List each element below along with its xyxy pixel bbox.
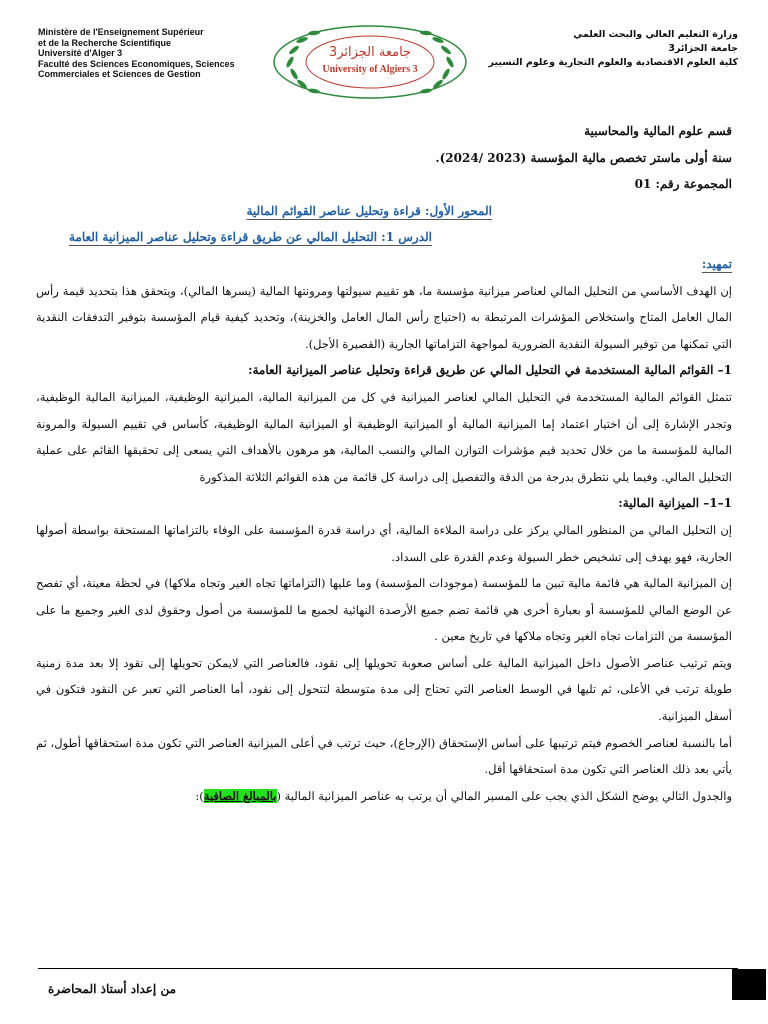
axis-title: المحور الأول: قراءة وتحليل عناصر القوائم المالية [246, 203, 492, 218]
ministry-ar: وزارة التعليم العالي والبحث العلمي [573, 29, 738, 40]
footer-author: من إعداد أستاذ المحاضرة [48, 982, 177, 996]
intro-paragraph: إن الهدف الأساسي من التحليل المالي لعناصر ميزانية مؤسسة ما، هو تقييم سيولتها ومرونتها المالية (يسرها المالي)، ويتحقق هذا بتحديد قيمة رأس المال العامل المتاح واستخلاص المؤشرات المرتبطة به (احتياج رأس المال العامل والخزينة)، وتحديد كيفية قيام المؤسسة بتوفير التدفقات النقدية التي تمكنها من توفير السيولة النقدية الضرورية لمواجهة التزاماتها الجارية (القصيرة الأجل). [36, 283, 732, 351]
department-line: قسم علوم المالية والمحاسبية [584, 124, 732, 138]
table-intro-line [36, 783, 732, 810]
paragraph-4: أما بالنسبة لعناصر الخصوم فيتم ترتيبها على أساس الإستحقاق (الإرجاع)، حيث ترتب في أعلى الميزانية العناصر التي تكون مدة استحقاقها أطول، ثم يأتي بعد ذلك العناصر التي تكون مدة استحقاقها أقل. [36, 735, 732, 777]
section-1-1-title: 1–1– الميزانية المالية: [618, 496, 732, 511]
page-number: 1 [760, 978, 767, 992]
intro-label: تمهيد: [701, 256, 732, 271]
faculty-fr-line-1: Faculté des Sciences Economiques, Sciences [38, 58, 235, 69]
header-right-arabic [478, 28, 738, 70]
paragraph-2: إن الميزانية المالية هي قائمة مالية تبين ما للمؤسسة (موجودات المؤسسة) وما عليها (التزاماتها تجاه الغير وتجاه ملاكها) في لحظة معينة، أي تفصح عن الوضع المالي للمؤسسة أو بعبارة أخرى هي قائمة تضم جميع الأرصدة النهائية لجميع ما للمؤسسة من أصول وحقوق لدى الغير وجميع ما على المؤسسة من التزامات تجاه الغير وتجاه ملاكها في تاريخ معين . [36, 576, 732, 644]
university-logo [270, 22, 470, 102]
highlighted-term: بالمبالغ الصافية [203, 788, 277, 803]
header-left-french [38, 27, 278, 80]
intro-label-row [36, 251, 732, 278]
axis-title-row [36, 198, 732, 225]
table-intro-text: والجدول التالي يوضح الشكل الذي يجب على المسير المالي أن يرتب به عناصر الميزانية المالية ( [276, 788, 732, 803]
logo-arabic-text: جامعة الجزائر3 [328, 45, 412, 60]
university-fr: Université d'Alger 3 [38, 48, 123, 58]
group-line [36, 171, 732, 198]
logo-english-text: University of Algiers 3 [322, 64, 418, 75]
footer-divider [38, 968, 738, 969]
university-ar: جامعة الجزائر3 [668, 43, 738, 54]
ministry-fr-line-1: Ministère de l'Enseignement Supérieur [38, 27, 204, 37]
section-1-paragraph: تتمثل القوائم المالية المستخدمة في التحليل المالي لعناصر الميزانية في كل من الميزانية المالية، الميزانية الوظيفية، الميزانية المالية الوظيفية، وتجدر الإشارة إلى أن اختيار اعتماد إما الميزانية المالية أو الميزانية الوظيفية أو الميزانية المالية الوظيفية، كأساس في تقييم السيولة والمرونة المالية للمؤسسة ما من خلال تحديد قيم مؤشرات التوازن المالي والنسب المالية، هو مرهون بالأهداف التي يسعى إلى تحقيقها القائم على عملية التحليل المالي. وفيما يلي نتطرق بدرجة من الدقة والتفصيل إلى دراسة كل قائمة من هذه القوائم الثلاثة المذكورة [36, 389, 732, 484]
section-1-title: 1– القوائم المالية المستخدمة في التحليل المالي عن طريق قراءة وتحليل عناصر الميزانية العامة: [248, 363, 732, 378]
faculty-fr-line-2: Commerciales et Sciences de Gestion [38, 69, 201, 79]
group-label: المجموعة رقم: [655, 177, 732, 192]
faculty-ar: كلية العلوم الاقتصادية والعلوم التجارية وعلوم التسيير [488, 57, 738, 68]
lesson-title: الدرس 1: التحليل المالي عن طريق قراءة وتحليل عناصر الميزانية العامة [68, 230, 432, 245]
document-body [36, 118, 732, 809]
table-intro-end: ): [195, 788, 204, 803]
lesson-title-row [36, 224, 732, 251]
year-line: سنة أولى ماستر تخصص مالية المؤسسة (2023 /2024). [435, 150, 732, 165]
paragraph-3: ويتم ترتيب عناصر الأصول داخل الميزانية المالية على أساس صعوبة تحويلها إلى نقود، فالعناصر التي لايمكن تحويلها إلى نقود إلا بعد مدة زمنية طويلة ترتب في الأعلى، ثم تليها في الوسط العناصر التي تحتاج إلى مدة متوسطة لتتحول إلى نقود، أما العناصر التي تعبر عن النقود فتكون في أسفل الميزانية. [36, 655, 732, 724]
group-number: 01 [634, 177, 652, 192]
paragraph-1: إن التحليل المالي من المنظور المالي يركز على دراسة الملاءة المالية، أي دراسة قدرة المؤسسة على الوفاء بالتزاماتها المستحقة بواسطة أصولها الجارية، فهو يهدف إلى تشخيص خطر السيولة وعدم القدرة على السداد. [36, 522, 732, 564]
ministry-fr-line-2: et de la Recherche Scientifique [38, 37, 172, 48]
